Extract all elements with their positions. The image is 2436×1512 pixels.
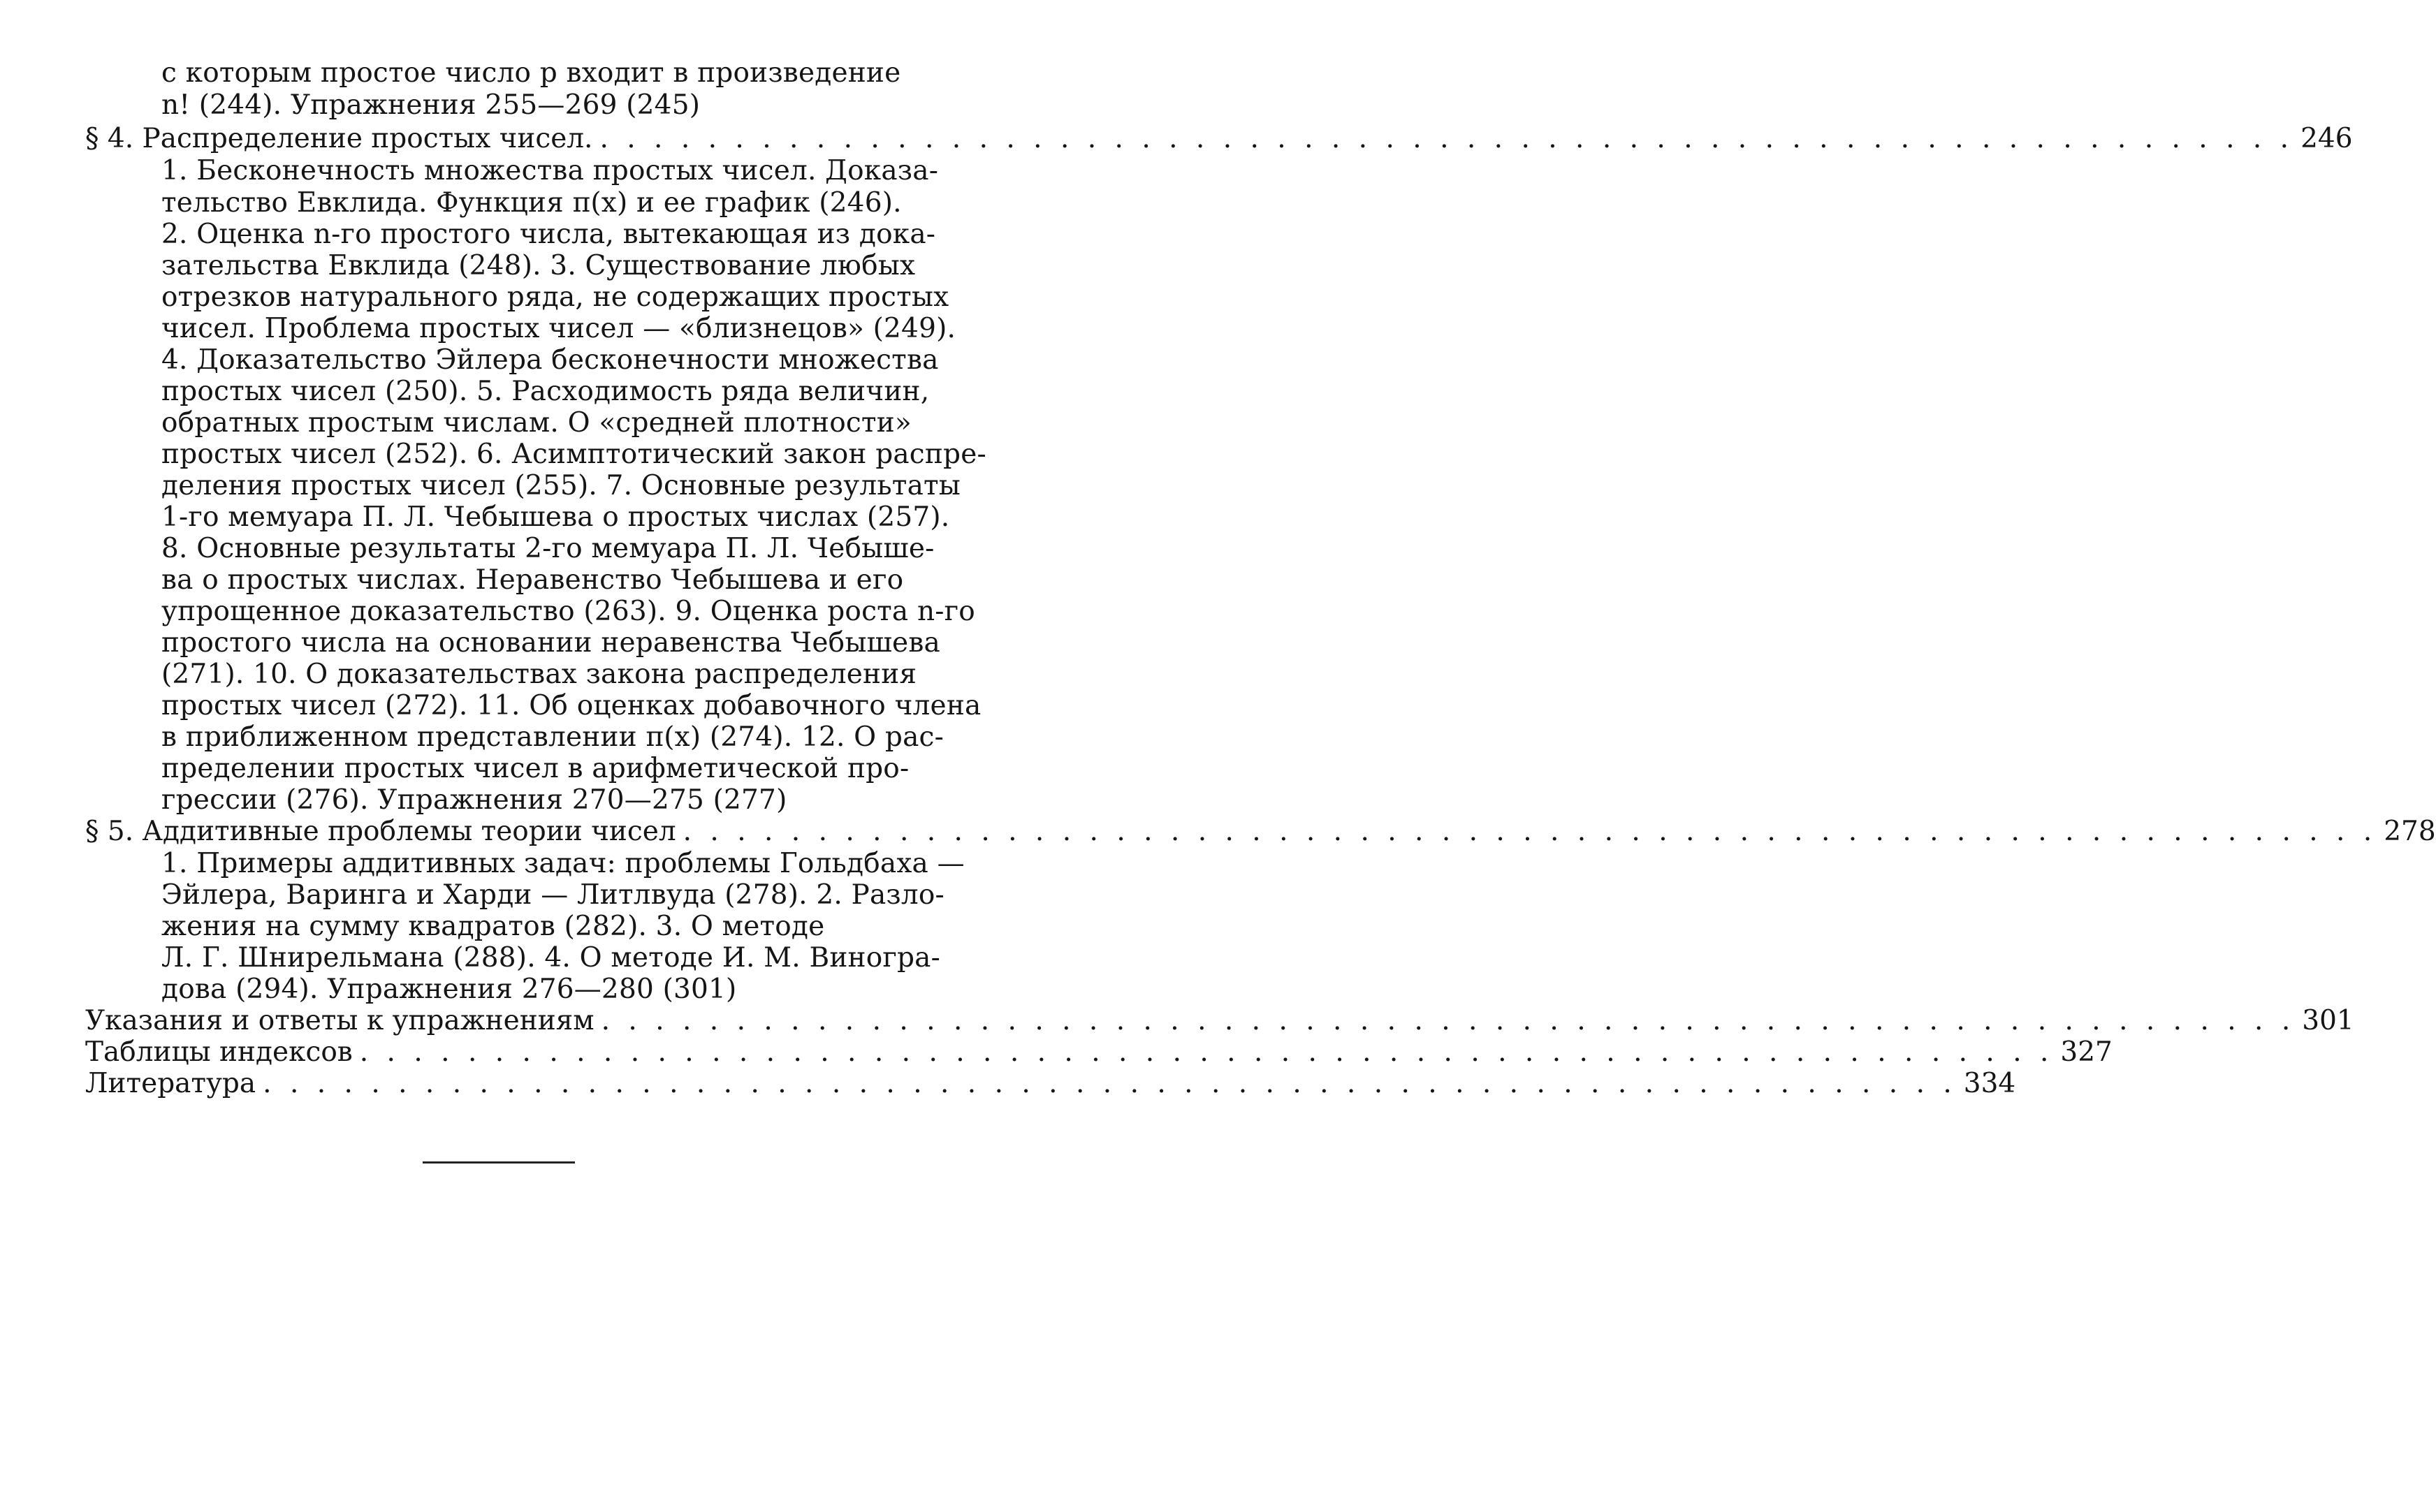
toc-text-line: жения на сумму квадратов (282). 3. О методе [161, 911, 825, 942]
toc-text-line: n! (244). Упражнения 255—269 (245) [161, 89, 701, 121]
dot-leader: . . . . . . . . . . . . . . . . . . . . . . . . . . . . . . . . . . . . . . . . . . . . . . . . . . . . . . . . . . . . . . . [359, 1036, 2054, 1068]
toc-text-line: в приближенном представлении π(x) (274). 12. О рас- [161, 721, 944, 753]
entry-title: Литература [85, 1068, 256, 1099]
entry-title: § 4. Распределение простых чисел. [85, 123, 593, 154]
entry-title: Таблицы индексов [85, 1036, 353, 1068]
toc-text-line: обратных простым числам. О «средней плотности» [161, 407, 912, 439]
page-number: 246 [2300, 123, 2353, 154]
toc-text-line: 1. Бесконечность множества простых чисел. Доказа- [161, 155, 939, 186]
toc-entry-index-tables[interactable] [85, 1036, 2113, 1069]
entry-title: Указания и ответы к упражнениям [85, 1005, 595, 1036]
page-number: 278 [2384, 816, 2436, 847]
toc-text-line: ва о простых числах. Неравенство Чебышева и его [161, 564, 904, 596]
toc-text-line: с которым простое число p входит в произведение [161, 57, 901, 89]
toc-text-line: 4. Доказательство Эйлера бесконечности множества [161, 344, 939, 376]
page-number: 327 [2060, 1036, 2113, 1068]
toc-text-line: упрощенное доказательство (263). 9. Оценка роста n-го [161, 596, 975, 627]
toc-text-line: простых чисел (252). 6. Асимптотический закон распре- [161, 439, 986, 470]
toc-text-line: Л. Г. Шнирельмана (288). 4. О методе И. М. Виногра- [161, 942, 941, 974]
toc-entry-literature[interactable] [85, 1068, 2016, 1100]
toc-text-line: дова (294). Упражнения 276—280 (301) [161, 974, 737, 1005]
dot-leader: . . . . . . . . . . . . . . . . . . . . . . . . . . . . . . . . . . . . . . . . . . . . . . . . . . . . . . . . . . . . . . . [263, 1068, 1957, 1099]
page-number: 301 [2302, 1005, 2354, 1036]
toc-text-line: чисел. Проблема простых чисел — «близнецов» (249). [161, 313, 956, 344]
toc-text-line: зательства Евклида (248). 3. Существование любых [161, 250, 916, 281]
toc-text-line: Эйлера, Варинга и Харди — Литлвуда (278). 2. Разло- [161, 879, 945, 911]
toc-text-line: (271). 10. О доказательствах закона распределения [161, 659, 917, 690]
dot-leader: . . . . . . . . . . . . . . . . . . . . . . . . . . . . . . . . . . . . . . . . . . . . . . . . . . . . . . . . . . . . . . . [599, 123, 2294, 154]
toc-text-line: простого числа на основании неравенства Чебышева [161, 627, 940, 659]
page-number: 334 [1963, 1068, 2016, 1099]
toc-text-line: простых чисел (272). 11. Об оценках добавочного члена [161, 690, 982, 721]
toc-text-line: деления простых чисел (255). 7. Основные результаты [161, 470, 961, 501]
toc-entry-answers[interactable] [85, 1005, 2354, 1037]
toc-text-line: 1. Примеры аддитивных задач: проблемы Гольдбаха — [161, 848, 965, 879]
toc-text-line: отрезков натурального ряда, не содержащих простых [161, 281, 949, 313]
toc-text-line: 1-го мемуара П. Л. Чебышева о простых числах (257). [161, 501, 950, 533]
toc-text-line: грессии (276). Упражнения 270—275 (277) [161, 784, 787, 816]
dot-leader: . . . . . . . . . . . . . . . . . . . . . . . . . . . . . . . . . . . . . . . . . . . . . . . . . . . . . . . . . . . . . . . [683, 816, 2377, 847]
toc-text-line: тельство Евклида. Функция π(x) и ее график (246). [161, 187, 902, 219]
toc-text-line: простых чисел (250). 5. Расходимость ряда величин, [161, 376, 930, 407]
toc-entry-section-4[interactable] [85, 123, 2353, 155]
entry-title: § 5. Аддитивные проблемы теории чисел [85, 816, 676, 847]
dot-leader: . . . . . . . . . . . . . . . . . . . . . . . . . . . . . . . . . . . . . . . . . . . . . . . . . . . . . . . . . . . . . . . [601, 1005, 2296, 1036]
toc-entry-section-5[interactable] [85, 816, 2436, 848]
toc-text-line: 8. Основные результаты 2-го мемуара П. Л. Чебыше- [161, 533, 935, 564]
toc-text-line: 2. Оценка n-го простого числа, вытекающая из дока- [161, 219, 936, 250]
end-divider [423, 1161, 575, 1164]
toc-text-line: пределении простых чисел в арифметической про- [161, 753, 910, 784]
